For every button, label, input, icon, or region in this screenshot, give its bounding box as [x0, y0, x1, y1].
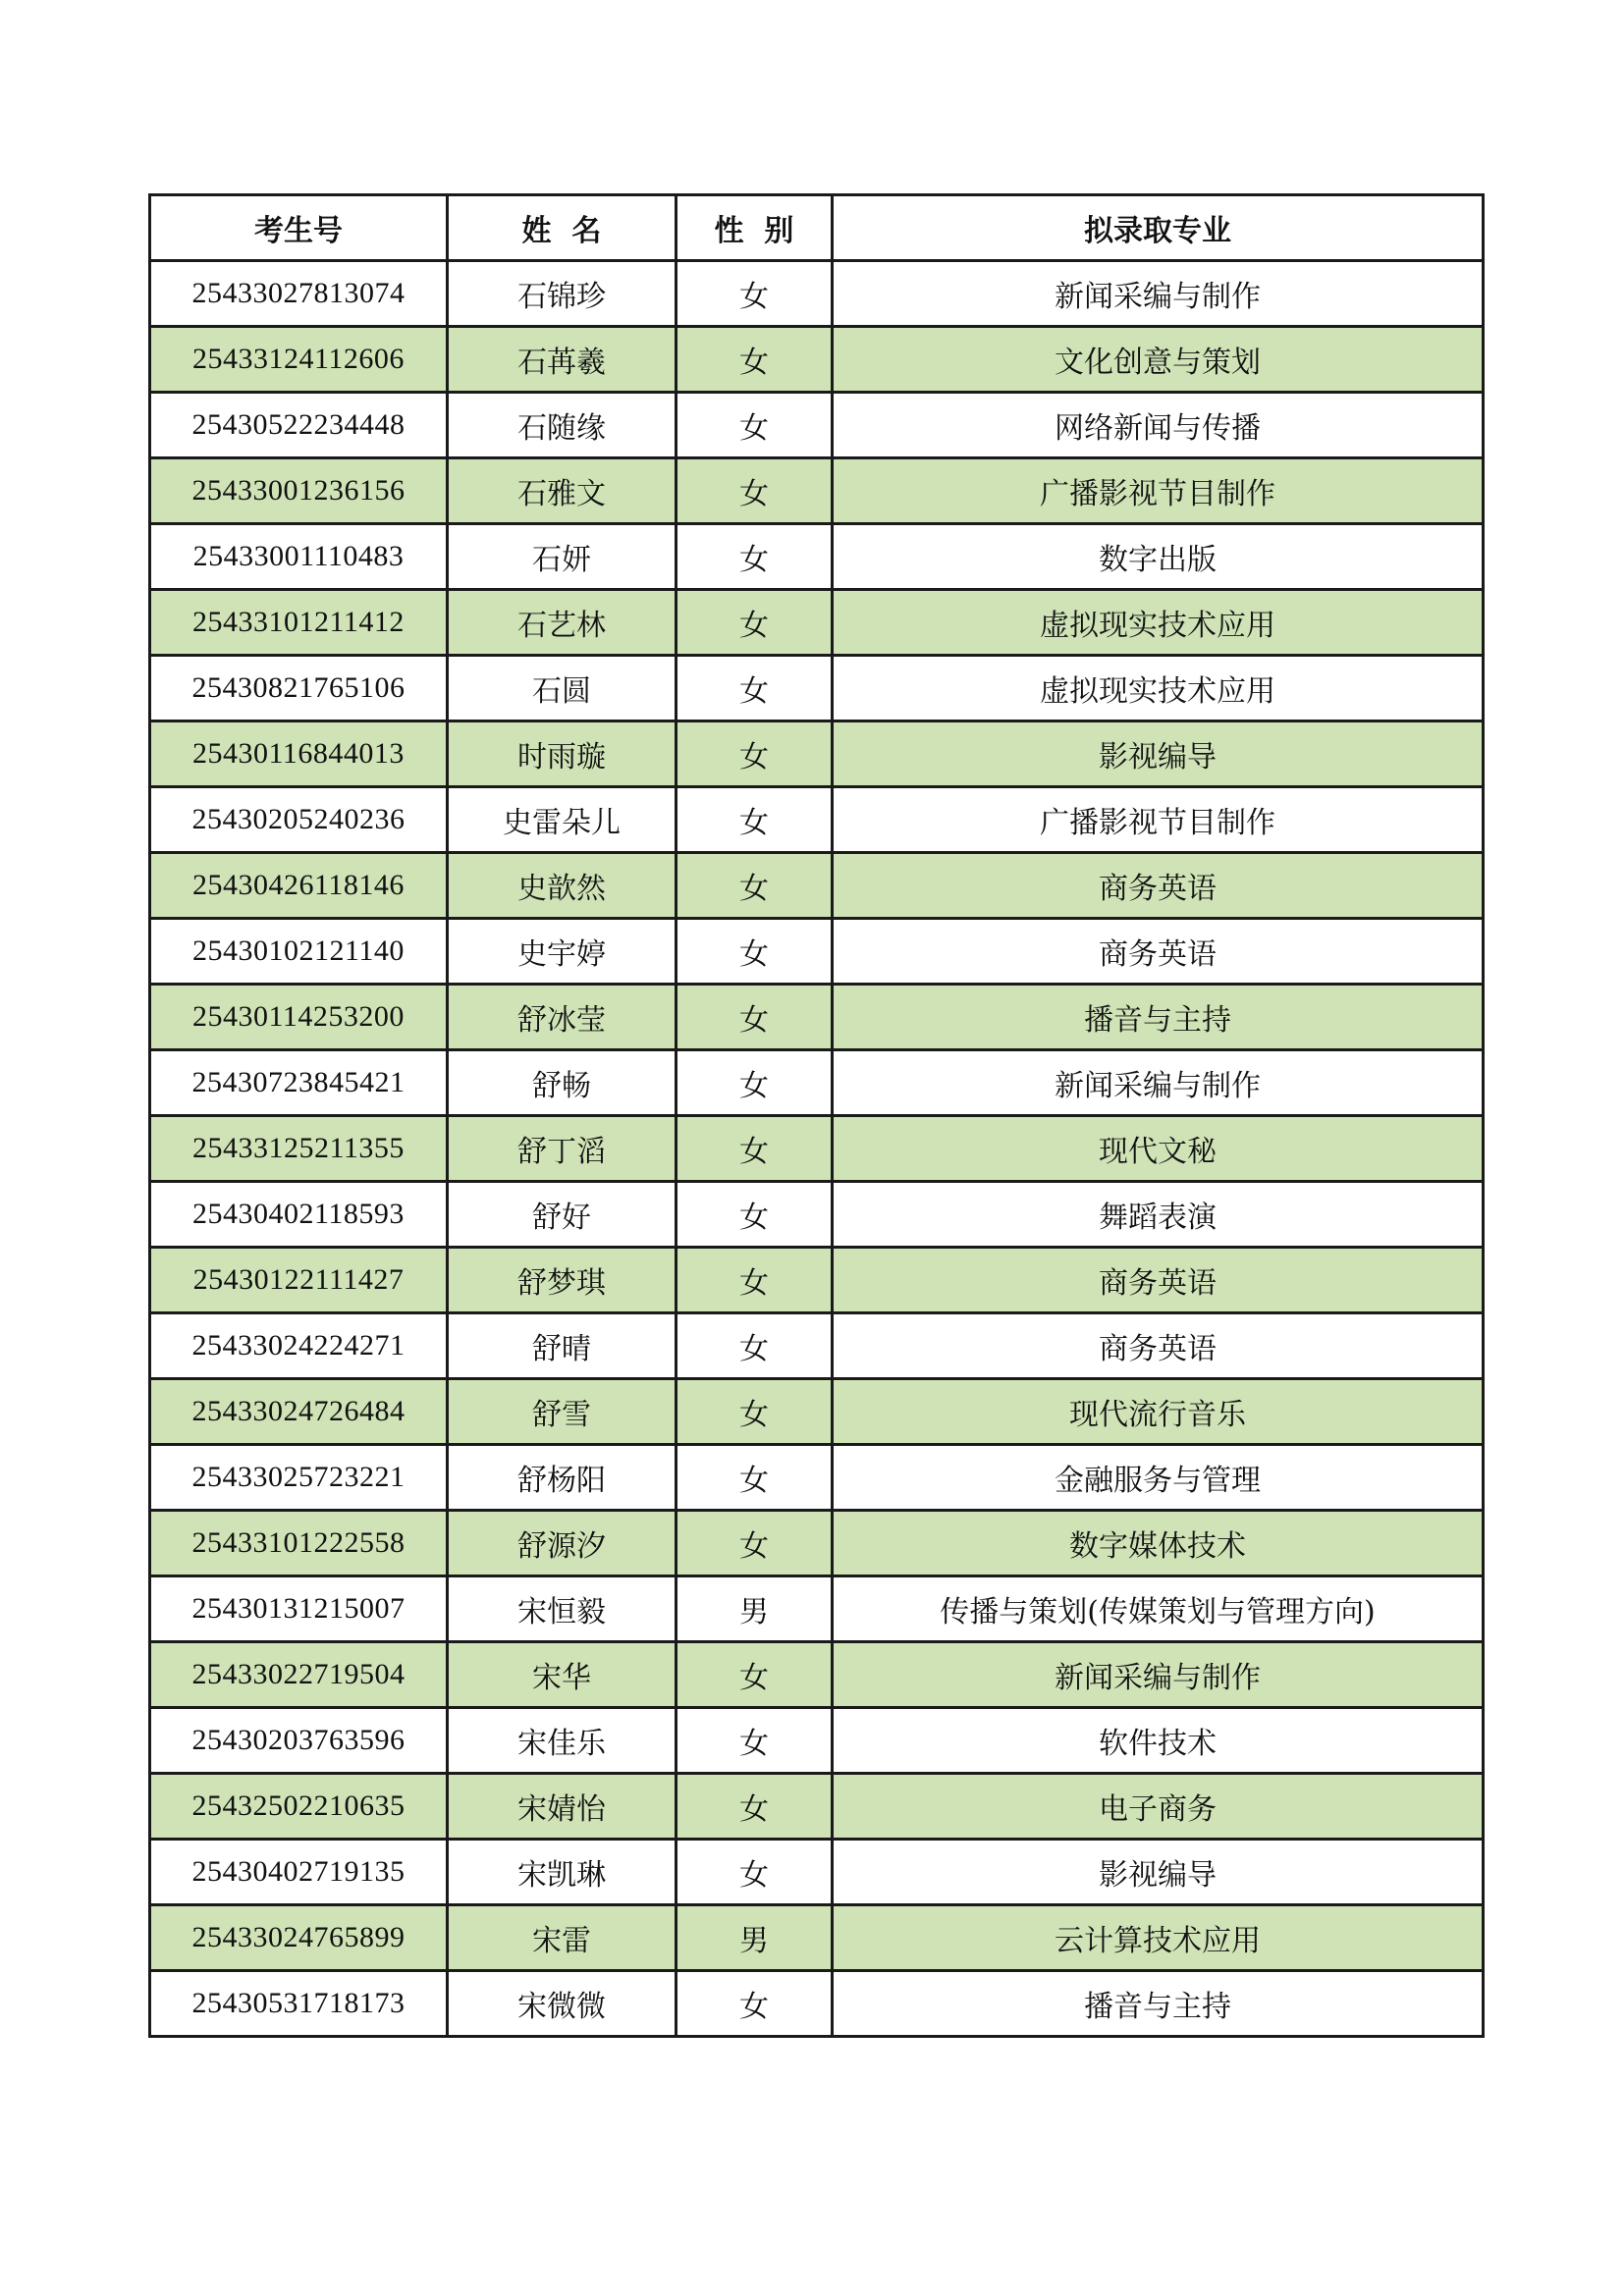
table-row	[150, 656, 1484, 721]
name-cell: 宋雷	[448, 1905, 677, 1971]
gender-cell: 女	[677, 1182, 833, 1248]
table-row	[150, 1642, 1484, 1708]
name-cell: 石锦珍	[448, 261, 677, 327]
table-row	[150, 853, 1484, 919]
gender-cell: 女	[677, 393, 833, 458]
name-cell: 舒杨阳	[448, 1445, 677, 1511]
major-cell: 文化创意与策划	[833, 327, 1484, 393]
name-cell: 舒源汐	[448, 1511, 677, 1576]
gender-cell: 女	[677, 1379, 833, 1445]
gender-cell: 女	[677, 1840, 833, 1905]
name-cell: 石雅文	[448, 458, 677, 524]
name-cell: 石艺林	[448, 590, 677, 656]
exam-number-cell: 25432502210635	[150, 1774, 448, 1840]
exam-number-cell: 25430531718173	[150, 1971, 448, 2037]
exam-number-cell: 25430122111427	[150, 1248, 448, 1313]
name-cell: 史歆然	[448, 853, 677, 919]
table-row	[150, 1313, 1484, 1379]
gender-cell: 男	[677, 1905, 833, 1971]
table-header-row	[150, 195, 1484, 261]
gender-cell: 男	[677, 1576, 833, 1642]
exam-number-cell: 25430203763596	[150, 1708, 448, 1774]
table-row	[150, 1379, 1484, 1445]
major-cell: 网络新闻与传播	[833, 393, 1484, 458]
gender-cell: 女	[677, 985, 833, 1050]
table-row	[150, 1050, 1484, 1116]
name-cell: 舒丁滔	[448, 1116, 677, 1182]
exam-number-cell: 25430131215007	[150, 1576, 448, 1642]
gender-cell: 女	[677, 1774, 833, 1840]
gender-cell: 女	[677, 1050, 833, 1116]
table-row	[150, 1774, 1484, 1840]
name-cell: 舒晴	[448, 1313, 677, 1379]
table-row	[150, 919, 1484, 985]
table-body	[150, 261, 1484, 2037]
gender-cell: 女	[677, 721, 833, 787]
name-cell: 宋微微	[448, 1971, 677, 2037]
table-row	[150, 787, 1484, 853]
major-cell: 舞蹈表演	[833, 1182, 1484, 1248]
major-cell: 软件技术	[833, 1708, 1484, 1774]
major-cell: 现代文秘	[833, 1116, 1484, 1182]
table-row	[150, 458, 1484, 524]
table-row	[150, 261, 1484, 327]
gender-cell: 女	[677, 787, 833, 853]
major-cell: 传播与策划(传媒策划与管理方向)	[833, 1576, 1484, 1642]
table-row	[150, 1840, 1484, 1905]
name-cell: 舒好	[448, 1182, 677, 1248]
major-cell: 影视编导	[833, 1840, 1484, 1905]
exam-number-cell: 25433125211355	[150, 1116, 448, 1182]
table-row	[150, 985, 1484, 1050]
table-row	[150, 1116, 1484, 1182]
exam-number-cell: 25430205240236	[150, 787, 448, 853]
major-cell: 云计算技术应用	[833, 1905, 1484, 1971]
table-row	[150, 524, 1484, 590]
gender-cell: 女	[677, 458, 833, 524]
header-exam-number: 考生号	[150, 195, 448, 261]
table-row	[150, 1971, 1484, 2037]
exam-number-cell: 25430821765106	[150, 656, 448, 721]
table-row	[150, 1576, 1484, 1642]
major-cell: 影视编导	[833, 721, 1484, 787]
gender-cell: 女	[677, 524, 833, 590]
exam-number-cell: 25430114253200	[150, 985, 448, 1050]
major-cell: 电子商务	[833, 1774, 1484, 1840]
exam-number-cell: 25433101222558	[150, 1511, 448, 1576]
name-cell: 石圆	[448, 656, 677, 721]
major-cell: 广播影视节目制作	[833, 787, 1484, 853]
table-row	[150, 1248, 1484, 1313]
major-cell: 数字出版	[833, 524, 1484, 590]
exam-number-cell: 25433001236156	[150, 458, 448, 524]
gender-cell: 女	[677, 327, 833, 393]
major-cell: 数字媒体技术	[833, 1511, 1484, 1576]
major-cell: 虚拟现实技术应用	[833, 656, 1484, 721]
exam-number-cell: 25433124112606	[150, 327, 448, 393]
table-row	[150, 327, 1484, 393]
exam-number-cell: 25433001110483	[150, 524, 448, 590]
name-cell: 舒雪	[448, 1379, 677, 1445]
gender-cell: 女	[677, 1971, 833, 2037]
gender-cell: 女	[677, 1708, 833, 1774]
table-row	[150, 393, 1484, 458]
name-cell: 舒梦琪	[448, 1248, 677, 1313]
table-row	[150, 1708, 1484, 1774]
header-gender: 性 别	[677, 195, 833, 261]
exam-number-cell: 25433024726484	[150, 1379, 448, 1445]
major-cell: 新闻采编与制作	[833, 1642, 1484, 1708]
header-name: 姓 名	[448, 195, 677, 261]
name-cell: 宋凯琳	[448, 1840, 677, 1905]
gender-cell: 女	[677, 656, 833, 721]
major-cell: 虚拟现实技术应用	[833, 590, 1484, 656]
gender-cell: 女	[677, 261, 833, 327]
exam-number-cell: 25433027813074	[150, 261, 448, 327]
major-cell: 商务英语	[833, 1248, 1484, 1313]
name-cell: 宋华	[448, 1642, 677, 1708]
exam-number-cell: 25430723845421	[150, 1050, 448, 1116]
name-cell: 舒冰莹	[448, 985, 677, 1050]
gender-cell: 女	[677, 919, 833, 985]
gender-cell: 女	[677, 853, 833, 919]
gender-cell: 女	[677, 1511, 833, 1576]
name-cell: 舒畅	[448, 1050, 677, 1116]
major-cell: 新闻采编与制作	[833, 1050, 1484, 1116]
exam-number-cell: 25433024224271	[150, 1313, 448, 1379]
table-row	[150, 1905, 1484, 1971]
exam-number-cell: 25433101211412	[150, 590, 448, 656]
name-cell: 石苒羲	[448, 327, 677, 393]
table-row	[150, 590, 1484, 656]
name-cell: 史雷朵儿	[448, 787, 677, 853]
major-cell: 播音与主持	[833, 1971, 1484, 2037]
exam-number-cell: 25430402118593	[150, 1182, 448, 1248]
table-row	[150, 1511, 1484, 1576]
exam-number-cell: 25430426118146	[150, 853, 448, 919]
major-cell: 新闻采编与制作	[833, 261, 1484, 327]
gender-cell: 女	[677, 1642, 833, 1708]
admission-table	[148, 193, 1485, 2038]
exam-number-cell: 25430102121140	[150, 919, 448, 985]
major-cell: 金融服务与管理	[833, 1445, 1484, 1511]
name-cell: 宋佳乐	[448, 1708, 677, 1774]
table-row	[150, 1445, 1484, 1511]
exam-number-cell: 25433022719504	[150, 1642, 448, 1708]
exam-number-cell: 25430402719135	[150, 1840, 448, 1905]
table-row	[150, 721, 1484, 787]
major-cell: 广播影视节目制作	[833, 458, 1484, 524]
major-cell: 播音与主持	[833, 985, 1484, 1050]
name-cell: 史宇婷	[448, 919, 677, 985]
name-cell: 宋婧怡	[448, 1774, 677, 1840]
name-cell: 时雨璇	[448, 721, 677, 787]
exam-number-cell: 25430116844013	[150, 721, 448, 787]
major-cell: 商务英语	[833, 853, 1484, 919]
exam-number-cell: 25430522234448	[150, 393, 448, 458]
name-cell: 石随缘	[448, 393, 677, 458]
gender-cell: 女	[677, 1248, 833, 1313]
major-cell: 现代流行音乐	[833, 1379, 1484, 1445]
header-major: 拟录取专业	[833, 195, 1484, 261]
gender-cell: 女	[677, 1445, 833, 1511]
table-row	[150, 1182, 1484, 1248]
major-cell: 商务英语	[833, 1313, 1484, 1379]
gender-cell: 女	[677, 590, 833, 656]
gender-cell: 女	[677, 1313, 833, 1379]
gender-cell: 女	[677, 1116, 833, 1182]
major-cell: 商务英语	[833, 919, 1484, 985]
exam-number-cell: 25433025723221	[150, 1445, 448, 1511]
name-cell: 石妍	[448, 524, 677, 590]
exam-number-cell: 25433024765899	[150, 1905, 448, 1971]
name-cell: 宋恒毅	[448, 1576, 677, 1642]
